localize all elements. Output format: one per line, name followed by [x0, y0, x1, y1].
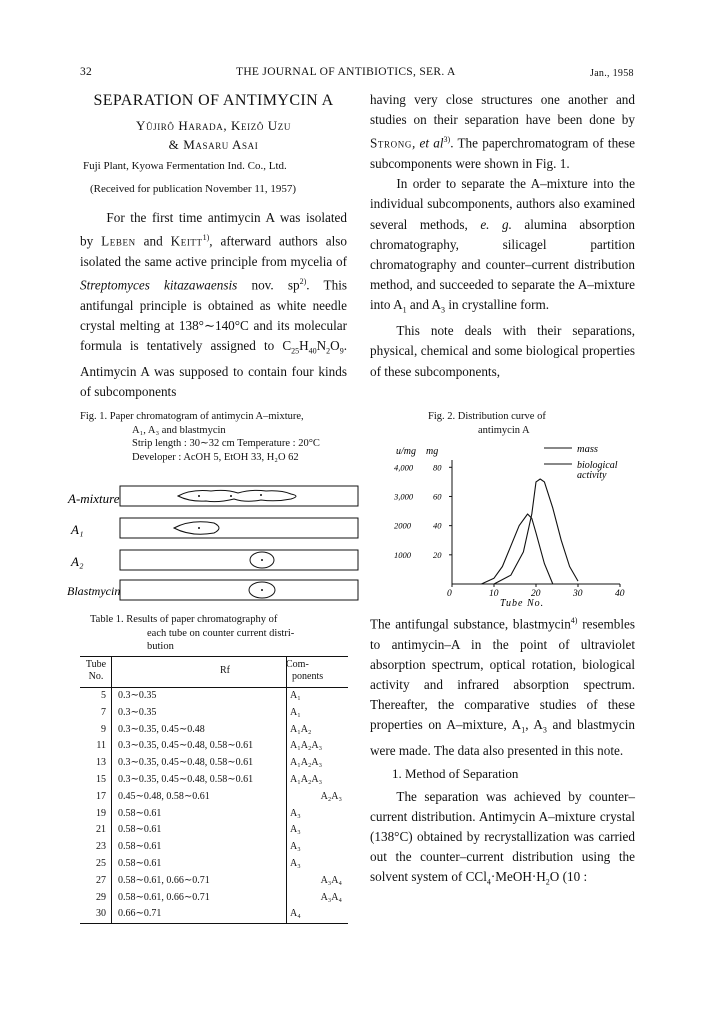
table-row — [80, 722, 348, 739]
x-tick-label: 40 — [615, 589, 625, 599]
cell-tube: 9 — [101, 723, 106, 735]
journal-title: THE JOURNAL OF ANTIBIOTICS, SER. A — [236, 66, 456, 78]
y-unit-right: mg — [426, 446, 439, 457]
right-column-bottom-text — [370, 611, 635, 893]
x-tick-label: 0 — [447, 589, 452, 599]
strip-label-a1: A₁ — [71, 522, 84, 537]
cell-components: A₃ — [290, 841, 301, 853]
x-axis-label: Tube No. — [500, 598, 545, 609]
table1 — [80, 656, 348, 924]
received-date: (Received for publication November 11, 1957) — [90, 183, 297, 195]
y-tick-label-right: 80 — [433, 462, 442, 473]
authors-line-1: Yûjirô Harada, Keizô Uzu — [136, 118, 291, 133]
section-heading: 1. Method of Separation — [392, 766, 519, 782]
strip-blastmycin — [67, 580, 358, 600]
y-tick-label-left: 1000 — [394, 549, 411, 560]
cell-rf: 0.58∼0.61, 0.66∼0.71 — [118, 891, 210, 903]
fig1-chromatogram — [66, 478, 366, 604]
cell-rf: 0.3∼0.35, 0.45∼0.48, 0.58∼0.61 — [118, 757, 254, 769]
y-tick-label-right: 40 — [433, 520, 442, 531]
cell-components: A₁ — [290, 690, 301, 701]
cell-components: A₁A₂A₃ — [290, 740, 323, 752]
x-tick-label: 30 — [573, 589, 583, 599]
y-tick-label-right: 20 — [433, 549, 442, 560]
table-row — [80, 806, 348, 823]
cell-components: A₁ — [290, 706, 301, 718]
methods-paragraph: In order to separate the A–mixture into the individual subcomponents, authors also examined several methods, e. g. alumina absorption chromatography, silicagel partition chromatography and counter–current distribution method, and succeeded to separate the A–mixture into $A_1$ and $A_3$ in crystalline form. — [370, 176, 636, 316]
cell-rf: 0.58∼0.61 — [118, 857, 162, 869]
table-row — [80, 738, 348, 755]
cell-components: A₁A₂A₃ — [290, 773, 323, 785]
cell-rf: 0.3∼0.35, 0.45∼0.48, 0.58∼0.61 — [118, 773, 254, 785]
y-tick-label-left: 2000 — [394, 520, 411, 531]
fig1-caption: Fig. 1. Paper chromatogram of antimycin A–mixture, A₁, A₃ and blastmycin Strip length : 30∼32 cm Temperature : 20°C Developer : AcOH 5, EtOH 33, H₂O 62 — [80, 411, 320, 463]
cell-components: A₄ — [290, 908, 301, 920]
header-no: No. — [88, 671, 104, 682]
blastmycin-paragraph: The antifungal substance, blastmycin$^{4)}$ resembles to antimycin–A in the point of ultraviolet absorption spectrum, optical rotation, biological activity and infrared absorption spectrum. Thereafter, the comparative studies of these properties on A–mixture, $A_1$, $A_3$ and blastmycin were made. The data also presented in this note. — [370, 616, 635, 759]
cell-rf: 0.58∼0.61, 0.66∼0.71 — [118, 874, 210, 886]
table-row — [80, 705, 348, 722]
cell-rf: 0.58∼0.61 — [118, 824, 162, 836]
strip-a-mixture — [67, 486, 358, 506]
cell-tube: 17 — [96, 790, 106, 802]
issue-date: Jan., 1958 — [590, 68, 634, 79]
table-row — [80, 890, 348, 907]
y-tick-label-left: 4,000 — [394, 462, 414, 473]
table-row — [80, 772, 348, 789]
cell-components: A₃A₄ — [320, 874, 342, 886]
cell-tube: 23 — [96, 841, 106, 853]
cell-rf: 0.58∼0.61 — [118, 807, 162, 819]
cell-rf: 0.66∼0.71 — [118, 908, 162, 920]
strip-a2 — [70, 550, 358, 570]
y-unit-left: u/mg — [396, 446, 416, 457]
cell-components: A₃ — [290, 824, 301, 836]
cell-rf: 0.45∼0.48, 0.58∼0.61 — [118, 790, 210, 802]
legend-activity: activity — [577, 470, 607, 481]
intro-paragraph: For the first time antimycin A was isolated by Leben and Keitt$^{1)}$, afterward authors also isolated the same active principle from mycelia of Streptomyces kitazawaensis nov. $sp^{2)}$. This antifungal principle is obtained as white needle crystal melting at 138°∼140°C and its molecular formula is tentatively assigned to $C_{25}H_{40}N_2O_9$. Antimycin A was supposed to contain four kinds of subcomponents — [80, 210, 347, 400]
table-row — [80, 906, 348, 923]
cell-tube: 21 — [96, 824, 106, 836]
x-tick-label: 20 — [531, 589, 541, 599]
cell-components: A₁A₂A₃ — [290, 757, 323, 769]
cell-rf: 0.3∼0.35 — [118, 690, 157, 701]
cell-tube: 7 — [101, 706, 106, 718]
cell-rf: 0.3∼0.35 — [118, 706, 157, 718]
table-row — [80, 856, 348, 873]
table-row — [80, 839, 348, 856]
cell-tube: 5 — [101, 690, 106, 701]
fig2-distribution-chart — [380, 438, 650, 610]
strip-label-blastmycin: Blastmycin — [67, 584, 121, 598]
right-column-top-text — [370, 90, 635, 382]
header-tube: Tube — [85, 659, 107, 670]
header-rf: Rf — [220, 665, 230, 676]
cell-rf: 0.3∼0.35, 0.45∼0.48 — [118, 723, 205, 735]
authors-line-2: & Masaru Asai — [168, 137, 259, 152]
y-tick-label-left: 3,000 — [394, 491, 414, 502]
cell-tube: 15 — [96, 773, 106, 785]
cell-tube: 25 — [96, 857, 106, 869]
cell-tube: 19 — [96, 807, 106, 819]
page-number: 32 — [80, 66, 93, 78]
article-title: SEPARATION OF ANTIMYCIN A — [93, 92, 334, 109]
cell-components: A₃ — [290, 857, 301, 869]
table1-caption: Table 1. Results of paper chromatography of each tube on counter current distri- bution — [90, 614, 295, 652]
cell-tube: 11 — [96, 740, 106, 752]
table-row — [80, 789, 348, 806]
series-mass-line — [481, 514, 552, 584]
strip-label-a2: A₂ — [71, 554, 84, 569]
cell-components: A₃A₄ — [320, 891, 342, 903]
cell-tube: 13 — [96, 757, 106, 769]
cell-components: A₃ — [290, 807, 301, 819]
header-ponents: ponents — [292, 671, 324, 682]
scope-paragraph: This note deals with their separations, physical, chemical and some biological properties of these subcomponents, — [370, 323, 635, 379]
cell-tube: 30 — [96, 908, 106, 920]
table-row — [80, 755, 348, 772]
cell-components: A₂A₃ — [320, 790, 342, 802]
table-row — [80, 688, 348, 705]
x-tick-label: 10 — [489, 589, 499, 599]
legend-mass: mass — [577, 444, 599, 455]
cell-rf: 0.58∼0.61 — [118, 841, 162, 853]
table-row — [80, 873, 348, 890]
y-tick-label-right: 60 — [433, 491, 442, 502]
table1-header — [80, 656, 348, 688]
cell-components: A₁A₂ — [290, 723, 312, 735]
cell-rf: 0.3∼0.35, 0.45∼0.48, 0.58∼0.61 — [118, 740, 254, 752]
continued-paragraph: having very close structures one another and studies on their separation have been done by Strong, et $al^{3)}$. The paperchromatogram of these subcomponents were shown in Fig. 1. — [370, 92, 636, 171]
table-row — [80, 822, 348, 839]
legend — [544, 444, 618, 481]
header-com: Com- — [286, 659, 309, 670]
separation-paragraph: The separation was achieved by counter–current distribution. Antimycin A–mixture crystal (138°C) obtained by recrystallization was carried out the counter–current distribution using the solvent system of $CCl_4\cdot MeOH\cdot H_2O$ (10 : — [370, 788, 635, 888]
strip-a1 — [70, 518, 358, 538]
strip-label-a-mixture: A-mixture — [68, 491, 120, 506]
fig2-caption: Fig. 2. Distribution curve of antimycin A — [428, 411, 546, 436]
cell-tube: 27 — [96, 874, 106, 886]
affiliation: Fuji Plant, Kyowa Fermentation Ind. Co., Ltd. — [83, 160, 287, 172]
cell-tube: 29 — [96, 891, 106, 903]
legend-biological: biological — [577, 460, 618, 471]
